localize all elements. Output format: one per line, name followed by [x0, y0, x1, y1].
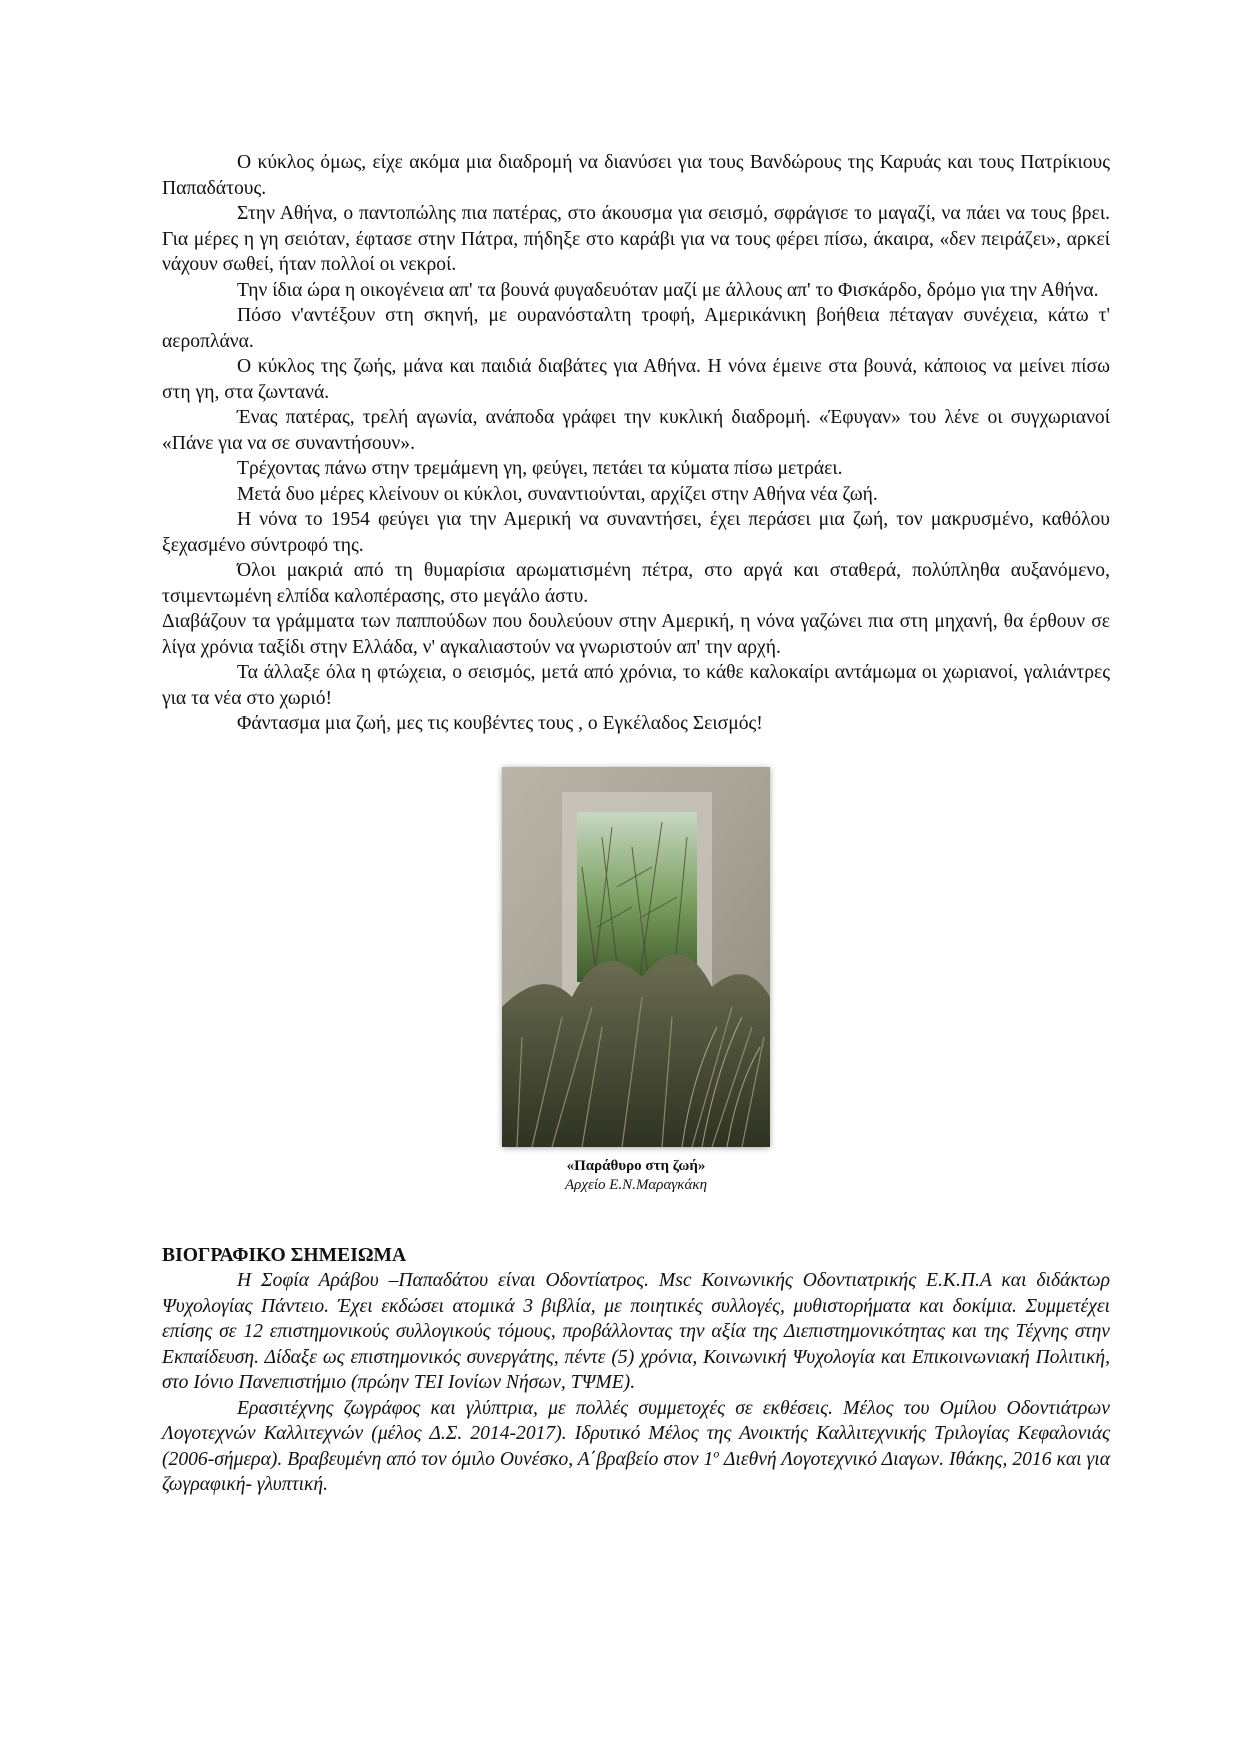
paragraph: Πόσο ν'αντέξουν στη σκηνή, με ουρανόσταλτη τροφή, Αμερικάνικη βοήθεια πέταγαν συνέχεια, κάτω τ' αεροπλάνα. — [162, 305, 1110, 352]
window-photo — [502, 767, 770, 1147]
document-page — [162, 150, 1110, 1498]
paragraph: Στην Αθήνα, ο παντοπώλης πια πατέρας, στο άκουσμα για σεισμό, σφράγισε το μαγαζί, να πάει να τους βρει. Για μέρες η γη σειόταν, έφτασε στην Πάτρα, πήδηξε στο καράβι για να τους φέρει πίσω, άκαιρα, «δεν πειράζει», αρκεί νάχουν σωθεί, ήταν πολλοί οι νεκροί. — [162, 203, 1110, 275]
figure-caption-title: «Παράθυρο στη ζωή» — [566, 1157, 706, 1174]
paragraph: Τρέχοντας πάνω στην τρεμάμενη γη, φεύγει, πετάει τα κύματα πίσω μετράει. — [237, 458, 843, 479]
paragraph: Διαβάζουν τα γράμματα των παππούδων που δουλεύουν στην Αμερική, η νόνα γαζώνει πια στη μηχανή, θα έρθουν σε λίγα χρόνια ταξίδι στην Ελλάδα, ν' αγκαλιαστούν να γνωριστούν απ' την αρχή. — [162, 611, 1110, 658]
story-text — [162, 150, 1110, 737]
paragraph: Την ίδια ώρα η οικογένεια απ' τα βουνά φυγαδευόταν μαζί με άλλους απ' το Φισκάρδο, δρόμο για την Αθήνα. — [237, 279, 1099, 301]
paragraph: Ο κύκλος της ζωής, μάνα και παιδιά διαβάτες για Αθήνα. Η νόνα έμεινε στα βουνά, κάποιος να μείνει πίσω στη γη, στα ζωντανά. — [162, 356, 1110, 403]
figure — [162, 767, 1110, 1195]
bio-text — [162, 1268, 1110, 1498]
paragraph: Φάντασμα μια ζωή, μες τις κουβέντες τους , ο Εγκέλαδος Σεισμός! — [237, 713, 763, 734]
bio-text-part: Διεθνή Λογοτεχνικό Διαγων. Ιθάκης, 2016 και για ζωγραφική- γλυπτική. — [162, 1448, 1110, 1495]
bio-paragraph: Η Σοφία Αράβου –Παπαδάτου είναι Οδοντίατρος. Msc Κοινωνικής Οδοντιατρικής Ε.Κ.Π.Α και διδάκτωρ Ψυχολογίας Πάντειο. Έχει εκδώσει ατομικά 3 βιβλία, με ποιητικές συλλογές, μυθιστορήματα και δοκίμια. Συμμετέχει επίσης σε 12 επιστημονικούς συλλογικούς τόμους, προβάλλοντας την αξία της Διεπιστημονικότητας και της Τέχνης στην Εκπαίδευση. Δίδαξε ως επιστημονικός συνεργάτης, πέντε (5) χρόνια, Κοινωνική Ψυχολογία και Επικοινωνιακή Πολιτική, στο Ιόνιο Πανεπιστήμιο (πρώην ΤΕΙ Ιονίων Νήσων, ΤΨΜΕ). — [162, 1270, 1110, 1393]
bio-paragraph — [162, 1396, 1110, 1498]
bio-text-part: Ερασιτέχνης ζωγράφος και γλύπτρια, με πολλές συμμετοχές σε εκθέσεις. Μέλος του Ομίλου Οδοντιάτρων Λογοτεχνών Καλλιτεχνών (μέλος Δ.Σ. 2014-2017). Ιδρυτικό Μέλος της Ανοικτής Καλλιτεχνικής Τριλογίας Κεφαλονιάς (2006-σήμερα). Βραβευμένη από τον όμιλο Ουνέσκο, Α΄βραβείο στον 1 — [162, 1397, 1110, 1470]
paragraph: Μετά δυο μέρες κλείνουν οι κύκλοι, συναντιούνται, αρχίζει στην Αθήνα νέα ζωή. — [237, 483, 878, 505]
paragraph: Η νόνα το 1954 φεύγει για την Αμερική να συναντήσει, έχει περάσει μια ζωή, τον μακρυσμένο, καθόλου ξεχασμένο σύντροφό της. — [162, 509, 1110, 556]
figure-caption-credit: Αρχείο Ε.Ν.Μαραγκάκη — [564, 1176, 708, 1193]
paragraph: Όλοι μακριά από τη θυμαρίσια αρωματισμένη πέτρα, στο αργά και σταθερά, πολύπληθα αυξανόμενο, τσιμεντωμένη ελπίδα καλοπέρασης, στο μεγάλο άστυ. — [162, 560, 1110, 607]
paragraph: Ένας πατέρας, τρελή αγωνία, ανάποδα γράφει την κυκλική διαδρομή. «Έφυγαν» του λένε οι συγχωριανοί «Πάνε για να σε συναντήσουν». — [162, 407, 1110, 454]
ordinal-superscript: ο — [713, 1445, 720, 1460]
paragraph: Ο κύκλος όμως, είχε ακόμα μια διαδρομή να διανύσει για τους Βανδώρους της Καρυάς και τους Πατρίκιους Παπαδάτους. — [162, 152, 1110, 199]
paragraph: Τα άλλαξε όλα η φτώχεια, ο σεισμός, μετά από χρόνια, το κάθε καλοκαίρι αντάμωμα οι χωριανοί, γαλιάντρες για τα νέα στο χωριό! — [162, 662, 1110, 709]
bio-heading: ΒΙΟΓΡΑΦΙΚΟ ΣΗΜΕΙΩΜΑ — [162, 1244, 407, 1266]
